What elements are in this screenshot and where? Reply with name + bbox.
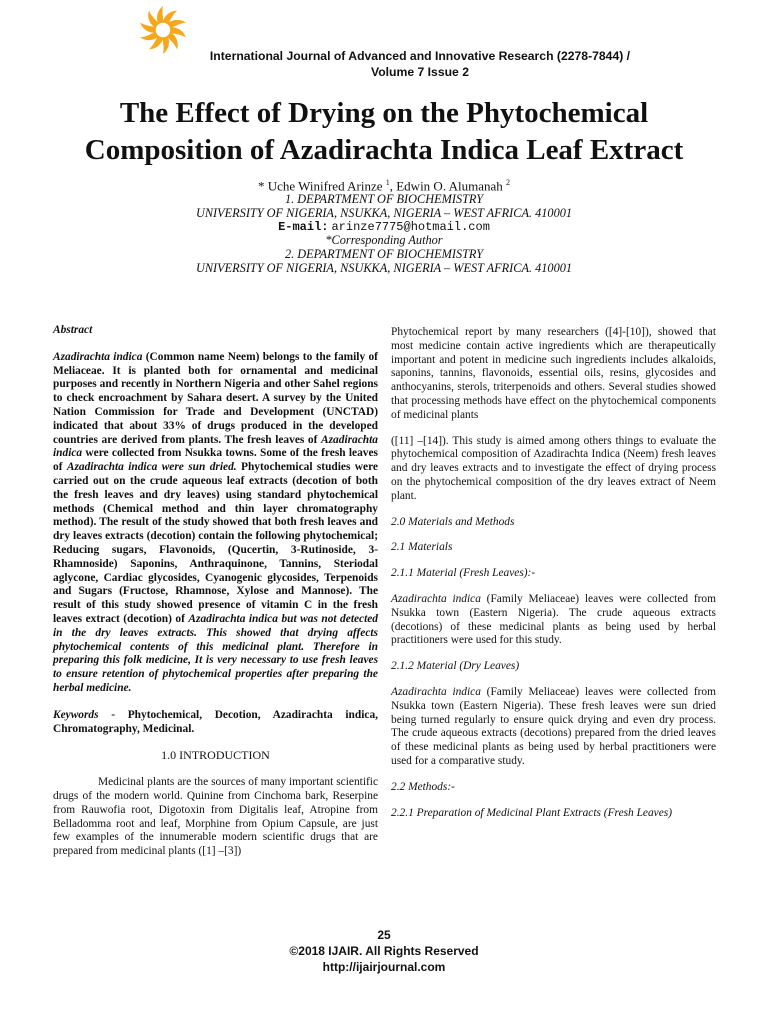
email-address[interactable]: arinze7775@hotmail.com [331,220,490,234]
corresponding-author: *Corresponding Author [325,233,443,247]
affiliation-univ-1: UNIVERSITY OF NIGERIA, NSUKKA, NIGERIA – WEST AFRICA. 410001 [195,206,573,220]
keywords-text: - Phytochemical, Decotion, Azadirachta indica, Chromatography, Medicinal. [53,708,378,735]
fresh-leaves-text: (Family Meliaceae) leaves were collected from Nsukka town (Eastern Nigeria). The crude aqueous extracts (decotions) of these medicinal plants as being used by herbal practitioners were used for this study. [391,592,716,647]
author-separator: , [389,178,397,194]
phytochemical-paragraph: Phytochemical report by many researchers ([4]-[10]), showed that most medicine contain active ingredients which are therapeutically important and potent in medicine such ingredients includes alkaloids, saponins, tannins, flavonoids, essential oils, resins, glycosides and anthocyanins, sterols, triterpenoids and others. Several studies showed that processing methods have effect on the phytochemical components of medicinal plants [391,326,716,421]
abstract-text-3: Phytochemical studies were carried out on the crude aqueous leaf extracts (decotion of both the fresh leaves and dry leaves) using standard phytochemical methods (Chemical method and thin layer chromatography method). The result of the study showed that both fresh leaves and dry leaves extracts (decotion) contain the following phytochemical; Reducing sugars, Flavonoids, (Qucertin, 3-Rutinoside, 3-Rhamnoside) Saponins, Anthraquinone, Tannins, Steriodal aglycone, Cardiac glycosides, Cyanogenic glycosides, Terpenoids and Sugars (Fructose, Rhamnose, Xylose and Mannose). The result of this study showed presence of vitamin C in the fresh leaves extract (decotion) of [53,461,378,625]
journal-name: International Journal of Advanced and Innovative Research (2278-7844) / [209,49,631,63]
dry-leaves-species: Azadirachta indica [391,685,481,698]
title-line-2: Composition of Azadirachta Indica Leaf Extract [84,134,684,166]
abstract-text-2: were collected from Nsukka towns. Some of the fresh leaves of [53,447,378,474]
keywords [53,709,378,737]
abstract-species-1: Azadirachta indica [53,350,143,363]
email-line [0,219,768,234]
right-column [391,326,716,820]
dry-leaves-paragraph [391,686,716,769]
section-2-2-heading: 2.2 Methods:- [391,780,455,793]
author-2-affil: 2 [506,178,510,187]
copyright: ©2018 IJAIR. All Rights Reserved [289,944,479,958]
abstract-text-1: (Common name Neem) belongs to the family of Meliaceae. It is planted both for ornamental and medicinal purposes and recently in Northern Nigeria and other Sahel regions to check encroachment by Sahara desert. A survey by the United Nation Commission for Trade and Development (UNCTAD) indicated that about 33% of drugs produced in the developed countries are derived from plants. The fresh leaves of [53,350,378,446]
journal-header [190,48,650,80]
title-line-1: The Effect of Drying on the Phytochemical [119,97,649,129]
journal-logo-icon [135,2,191,58]
abstract-conclusion: Azadirachta indica but was not detected in the dry leaves extracts. This showed that drying affects phytochemical contents of this medicinal plant. Therefore in preparing this folk medicine, It is very necessary to use fresh leaves to ensure retention of phytochemical properties after preparing the herbal medicine. [53,612,379,694]
introduction-heading: 1.0 INTRODUCTION [161,748,270,763]
keywords-label: Keywords [53,708,99,721]
dry-leaves-text: (Family Meliaceae) leaves were collected from Nsukka town (Eastern Nigeria). These fresh leaves were sun dried being turned regularly to ensure quick drying and even dry process. The crude aqueous extracts (decotions) prepared from the dried leaves of these medicinal plants as being used by herbal practitioners were used for a comparative study. [391,685,716,767]
author-1-affil: 1 [385,178,390,187]
affiliation-dept-1: 1. DEPARTMENT OF BIOCHEMISTRY [284,192,484,206]
section-2-0-heading: 2.0 Materials and Methods [391,515,515,528]
left-column [53,324,378,859]
paper-title [30,95,738,169]
affiliation-dept-2: 2. DEPARTMENT OF BIOCHEMISTRY [284,247,484,261]
section-2-1-heading: 2.1 Materials [391,541,453,554]
abstract-species-2: Azadirachta indica [53,433,378,460]
section-2-1-2-heading: 2.1.2 Material (Dry Leaves) [391,660,520,673]
author-1: * Uche Winifred Arinze [257,178,383,194]
aim-paragraph: ([11] –[14]). This study is aimed among others things to evaluate the phytochemical composition of Azadirachta Indica (Neem) fresh leaves and dry leaves extracts and to investigate the effect of drying process on the phytochemical composition of the dry leaves extract of Neem plant. [391,434,716,502]
abstract-species-3: Azadirachta indica were sun dried. [66,461,237,474]
abstract-body [53,351,378,696]
journal-volume: Volume 7 Issue 2 [371,65,469,79]
abstract-heading: Abstract [53,324,93,336]
journal-url[interactable]: http://ijairjournal.com [322,960,446,974]
fresh-leaves-paragraph [391,593,716,648]
page-number: 25 [377,928,391,942]
author-2: Edwin O. Alumanah [396,178,503,194]
email-label: E-mail: [278,220,329,234]
section-2-2-1-heading: 2.2.1 Preparation of Medicinal Plant Extracts (Fresh Leaves) [391,806,673,819]
affiliation-univ-2: UNIVERSITY OF NIGERIA, NSUKKA, NIGERIA – WEST AFRICA. 410001 [195,261,573,275]
introduction-paragraph: Medicinal plants are the sources of many important scientific drugs of the modern world. Quinine from Cinchoma bark, Reserpine from Rauwofia root, Digotoxin from Digitalis leaf, Atropine from Belladomma root and leaf, Morphine from Opium Capsule, are just few examples of the innumerable modern scientific drugs that are prepared from medicinal plants ([1] –[3]) [53,776,378,858]
fresh-leaves-species: Azadirachta indica [391,592,481,605]
section-2-1-1-heading: 2.1.1 Material (Fresh Leaves):- [391,567,536,580]
